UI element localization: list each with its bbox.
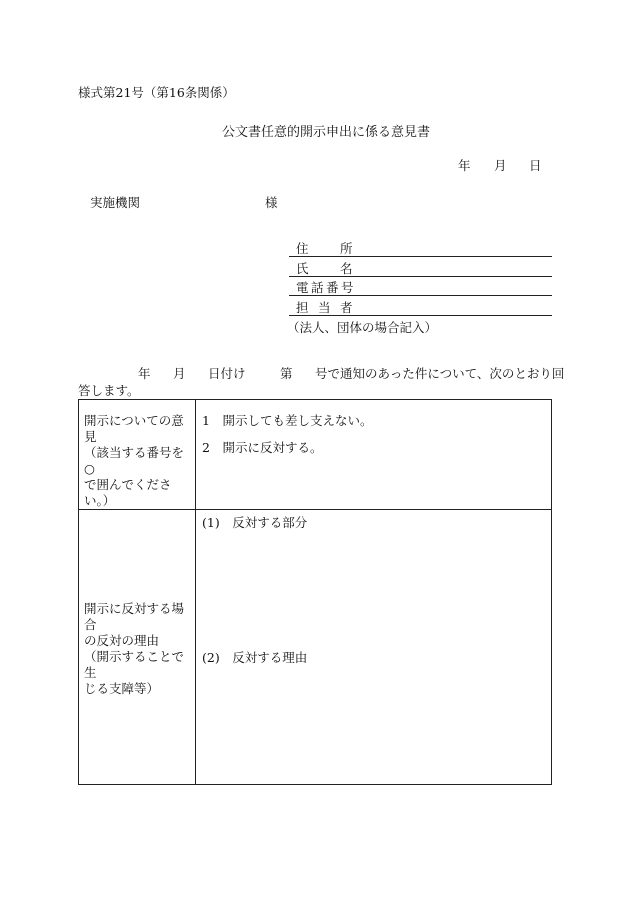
address-line bbox=[289, 256, 552, 257]
contact-label-3: 者 bbox=[340, 300, 353, 315]
body-year-label: 年 bbox=[138, 366, 151, 381]
objection-label-line4: じる支障等） bbox=[84, 681, 160, 696]
name-label-1: 氏 bbox=[296, 261, 309, 276]
objection-detail-cell[interactable] bbox=[196, 510, 552, 785]
contact-label-1: 担 bbox=[296, 300, 309, 315]
phone-label-1: 電 bbox=[296, 280, 309, 295]
opinion-options-cell[interactable] bbox=[196, 400, 552, 510]
opinion-label-line2: （該当する番号を○ bbox=[84, 445, 185, 476]
date-year-label: 年 bbox=[458, 158, 471, 173]
option-no-objection[interactable]: 1 開示しても差し支えない。 bbox=[202, 413, 373, 428]
body-dated-label: 日付け bbox=[208, 366, 246, 381]
address-label-2: 所 bbox=[340, 241, 353, 256]
body-month-label: 月 bbox=[173, 366, 186, 381]
opinion-row bbox=[79, 400, 552, 510]
opinion-label-line3: で囲んでください。） bbox=[84, 477, 172, 508]
phone-label-2: 話 bbox=[311, 280, 324, 295]
addressee-org-label: 実施機関 bbox=[90, 195, 141, 210]
phone-label-4: 号 bbox=[341, 280, 354, 295]
option-objection[interactable]: 2 開示に反対する。 bbox=[202, 440, 323, 455]
objection-label-line3: （開示することで生 bbox=[84, 649, 185, 680]
contact-line bbox=[289, 315, 552, 316]
name-label-2: 名 bbox=[340, 261, 353, 276]
objection-row bbox=[79, 510, 552, 785]
objection-label-cell bbox=[79, 510, 196, 785]
objection-label-line2: の反対の理由 bbox=[84, 633, 160, 648]
address-label-1: 住 bbox=[296, 241, 309, 256]
phone-line bbox=[289, 295, 552, 296]
contact-label-2: 当 bbox=[318, 300, 331, 315]
body-line2: 答します。 bbox=[78, 383, 140, 398]
opinion-label-line1: 開示についての意見 bbox=[84, 413, 184, 444]
body-no-prefix: 第 bbox=[280, 366, 293, 381]
corporate-note: （法人、団体の場合記入） bbox=[287, 320, 438, 335]
objection-label-line1: 開示に反対する場合 bbox=[84, 601, 185, 632]
addressee-honorific: 様 bbox=[265, 195, 278, 210]
page-title: 公文書任意的開示申出に係る意見書 bbox=[222, 125, 431, 140]
body-line1-rest: 号で通知のあった件について、次のとおり回 bbox=[315, 366, 565, 381]
opinion-table bbox=[78, 399, 552, 785]
date-month-label: 月 bbox=[494, 158, 507, 173]
phone-label-3: 番 bbox=[326, 280, 339, 295]
objection-part-heading: (1) 反対する部分 bbox=[202, 515, 308, 530]
name-line bbox=[289, 276, 552, 277]
objection-reason-heading: (2) 反対する理由 bbox=[202, 650, 308, 665]
opinion-label-cell bbox=[79, 400, 196, 510]
date-day-label: 日 bbox=[529, 158, 542, 173]
form-number: 様式第21号（第16条関係） bbox=[78, 85, 235, 100]
